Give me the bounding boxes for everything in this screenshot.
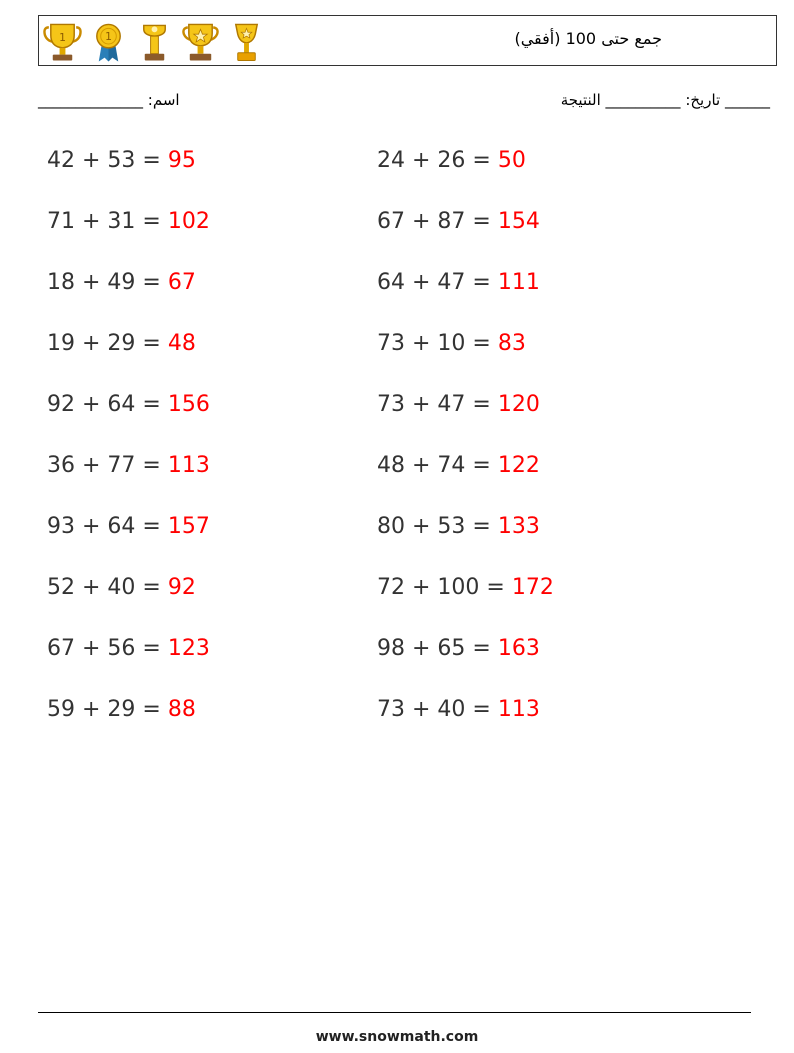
trophy-small-star-icon <box>227 21 266 63</box>
addend-a: 71 <box>47 209 75 234</box>
problem-row: 19 + 29 = 48 <box>47 331 196 356</box>
answer: 172 <box>511 575 554 600</box>
problem-row: 93 + 64 = 157 <box>47 514 210 539</box>
name-field <box>38 91 180 109</box>
answer: 50 <box>497 148 526 173</box>
problem-row: 71 + 31 = 102 <box>47 209 210 234</box>
answer: 67 <box>167 270 196 295</box>
addend-b: 10 <box>437 331 466 356</box>
answer: 102 <box>167 209 210 234</box>
answer: 123 <box>167 636 210 661</box>
date-label: تاريخ: <box>685 91 721 109</box>
svg-text:1: 1 <box>105 30 112 44</box>
problem-row: 64 + 47 = 111 <box>377 270 540 295</box>
problem-row: 24 + 26 = 50 <box>377 148 526 173</box>
addend-b: 53 <box>437 514 466 539</box>
addend-b: 53 <box>107 148 136 173</box>
answer: 154 <box>497 209 540 234</box>
problem-row: 18 + 49 = 67 <box>47 270 196 295</box>
problem-row: 67 + 87 = 154 <box>377 209 540 234</box>
addend-a: 72 <box>377 575 405 600</box>
addend-a: 52 <box>47 575 75 600</box>
addend-b: 87 <box>437 209 466 234</box>
answer: 120 <box>497 392 540 417</box>
problem-row: 98 + 65 = 163 <box>377 636 540 661</box>
problem-row: 42 + 53 = 95 <box>47 148 196 173</box>
trophy-row <box>43 21 266 63</box>
addend-b: 100 <box>437 575 480 600</box>
addend-a: 73 <box>377 697 405 722</box>
problem-row: 48 + 74 = 122 <box>377 453 540 478</box>
addend-b: 47 <box>437 270 466 295</box>
date-blank: ______ <box>725 91 770 109</box>
answer: 122 <box>497 453 540 478</box>
svg-text:1: 1 <box>59 31 66 45</box>
addend-b: 40 <box>437 697 466 722</box>
problem-row: 72 + 100 = 172 <box>377 575 554 600</box>
addend-a: 73 <box>377 392 405 417</box>
addend-b: 29 <box>107 331 136 356</box>
addend-b: 74 <box>437 453 466 478</box>
header-box <box>38 15 777 66</box>
answer: 133 <box>497 514 540 539</box>
answer: 157 <box>167 514 210 539</box>
addend-b: 77 <box>107 453 136 478</box>
medal-1-icon <box>89 21 128 63</box>
addend-b: 64 <box>107 514 136 539</box>
problem-row: 73 + 40 = 113 <box>377 697 540 722</box>
footer-divider <box>38 1012 751 1013</box>
addend-a: 64 <box>377 270 405 295</box>
addend-b: 64 <box>107 392 136 417</box>
addend-a: 98 <box>377 636 405 661</box>
answer: 88 <box>167 697 196 722</box>
name-blank: ______________ <box>38 91 143 109</box>
answer: 83 <box>497 331 526 356</box>
addend-b: 31 <box>107 209 136 234</box>
answer: 113 <box>497 697 540 722</box>
addend-a: 48 <box>377 453 405 478</box>
answer: 156 <box>167 392 210 417</box>
addend-a: 93 <box>47 514 75 539</box>
name-label: اسم: <box>147 91 180 109</box>
addend-a: 19 <box>47 331 75 356</box>
trophy-1-icon <box>43 21 82 63</box>
problem-row: 36 + 77 = 113 <box>47 453 210 478</box>
trophy-person-icon <box>135 21 174 63</box>
answer: 113 <box>167 453 210 478</box>
addend-a: 67 <box>47 636 75 661</box>
addend-a: 59 <box>47 697 75 722</box>
answer: 92 <box>167 575 196 600</box>
addend-a: 92 <box>47 392 75 417</box>
trophy-star-icon <box>181 21 220 63</box>
addend-a: 18 <box>47 270 75 295</box>
addend-a: 73 <box>377 331 405 356</box>
answer: 95 <box>167 148 196 173</box>
answer: 111 <box>497 270 540 295</box>
addend-b: 56 <box>107 636 136 661</box>
answer: 48 <box>167 331 196 356</box>
date-score-field <box>561 91 770 109</box>
addend-a: 24 <box>377 148 405 173</box>
problem-row: 67 + 56 = 123 <box>47 636 210 661</box>
addend-b: 49 <box>107 270 136 295</box>
answer: 163 <box>497 636 540 661</box>
addend-a: 42 <box>47 148 75 173</box>
addend-a: 36 <box>47 453 75 478</box>
problem-row: 92 + 64 = 156 <box>47 392 210 417</box>
score-blank: __________ <box>605 91 681 109</box>
addend-b: 29 <box>107 697 136 722</box>
worksheet-title: جمع حتى 100 (أفقي) <box>514 29 662 48</box>
footer-url: www.snowmath.com <box>315 1029 479 1045</box>
addend-b: 40 <box>107 575 136 600</box>
problem-row: 59 + 29 = 88 <box>47 697 196 722</box>
addend-b: 47 <box>437 392 466 417</box>
problem-row: 73 + 10 = 83 <box>377 331 526 356</box>
score-label: النتيجة <box>560 91 601 109</box>
addend-b: 65 <box>437 636 466 661</box>
problem-row: 52 + 40 = 92 <box>47 575 196 600</box>
addend-a: 80 <box>377 514 405 539</box>
addend-b: 26 <box>437 148 466 173</box>
problem-row: 80 + 53 = 133 <box>377 514 540 539</box>
addend-a: 67 <box>377 209 405 234</box>
problem-row: 73 + 47 = 120 <box>377 392 540 417</box>
